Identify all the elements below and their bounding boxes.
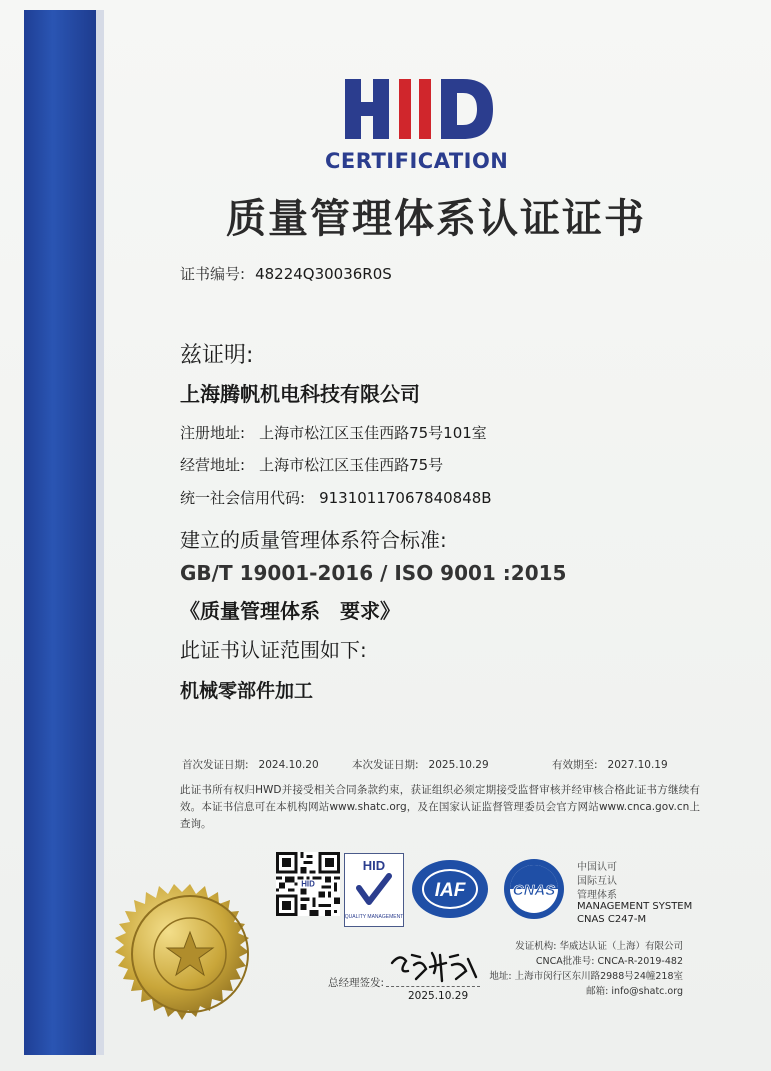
standard-code: GB/T 19001-2016 / ISO 9001 :2015 [180, 561, 567, 585]
signature-line [386, 986, 480, 987]
cnas-en-2: CNAS C247-M [577, 914, 647, 925]
operating-address-label: 经营地址: [180, 456, 246, 474]
operating-address [180, 454, 443, 475]
signature-date: 2025.10.29 [408, 990, 469, 1002]
scope-intro: 此证书认证范围如下: [180, 638, 367, 662]
registered-address-value: 上海市松江区玉佳西路75号101室 [259, 424, 487, 442]
first-issue-value: 2024.10.20 [258, 759, 319, 771]
handwritten-signature [386, 943, 482, 987]
iaf-logo [410, 858, 490, 920]
standard-intro: 建立的质量管理体系符合标准: [180, 528, 447, 552]
cert-no-label: 证书编号: [180, 265, 246, 283]
expiry-date [552, 757, 668, 772]
standard-name: 《质量管理体系 要求》 [180, 599, 400, 623]
cnas-cn-1: 中国认可 [577, 862, 617, 873]
cnas-cn-3: 管理体系 [577, 890, 617, 901]
validity-notice: 此证书所有权归HWD并接受相关合同条款约束，获证组织必须定期接受监督审核并经审核合格此证书方继续有效。本证书信息可在本机构网站www.shatc.org，及在国家认证监督管理委员会官方网站www.cnca.gov.cn上查询。 [180, 784, 700, 830]
issuer-org: 发证机构: 华威达认证（上海）有限公司 [515, 941, 683, 952]
registered-address [180, 422, 487, 443]
cnas-en-1: MANAGEMENT SYSTEM [577, 901, 693, 912]
credit-code-value: 91310117067840848B [319, 489, 492, 507]
hid-badge-logo: HID [362, 858, 386, 873]
expiry-value: 2027.10.19 [607, 759, 668, 771]
iaf-text: IAF [434, 880, 466, 901]
cnas-text: CNAS [512, 882, 556, 899]
hid-logo [345, 75, 495, 145]
issuer-approval: CNCA批准号: CNCA-R-2019-482 [535, 956, 683, 967]
gold-seal-icon [104, 868, 276, 1040]
signatory-label: 总经理签发: [328, 977, 385, 989]
certificate-number [180, 263, 392, 284]
certificate-title: 质量管理体系认证证书 [226, 196, 646, 242]
registered-address-label: 注册地址: [180, 424, 246, 442]
issuer-address: 地址: 上海市闵行区东川路2988号24幢218室 [489, 971, 683, 982]
left-blue-band [24, 10, 96, 1055]
this-issue-label: 本次发证日期: [352, 759, 419, 771]
cert-no-value: 48224Q30036R0S [255, 265, 392, 283]
expiry-label: 有效期至: [552, 759, 598, 771]
qr-hid-mark: HID [301, 879, 315, 889]
this-issue-date [352, 757, 489, 772]
qr-code-icon [276, 852, 340, 916]
company-name: 上海腾帆机电科技有限公司 [180, 382, 420, 406]
first-issue-date [182, 757, 319, 772]
credit-code [180, 487, 492, 508]
hid-badge-icon [345, 854, 403, 926]
first-issue-label: 首次发证日期: [182, 759, 249, 771]
credit-code-label: 统一社会信用代码: [180, 489, 306, 507]
hid-badge-caption: QUALITY MANAGEMENT [345, 914, 403, 920]
issuer-email: 邮箱: info@shatc.org [586, 986, 683, 997]
band-edge [96, 10, 104, 1055]
this-issue-value: 2025.10.29 [428, 759, 489, 771]
hid-quality-badge [344, 853, 404, 927]
certification-wordmark: CERTIFICATION [325, 149, 509, 173]
certification-scope: 机械零部件加工 [180, 680, 314, 702]
cnas-cn-2: 国际互认 [577, 876, 617, 887]
cnas-logo [500, 858, 568, 920]
operating-address-value: 上海市松江区玉佳西路75号 [259, 456, 444, 474]
hereby-heading: 兹证明: [180, 343, 254, 368]
